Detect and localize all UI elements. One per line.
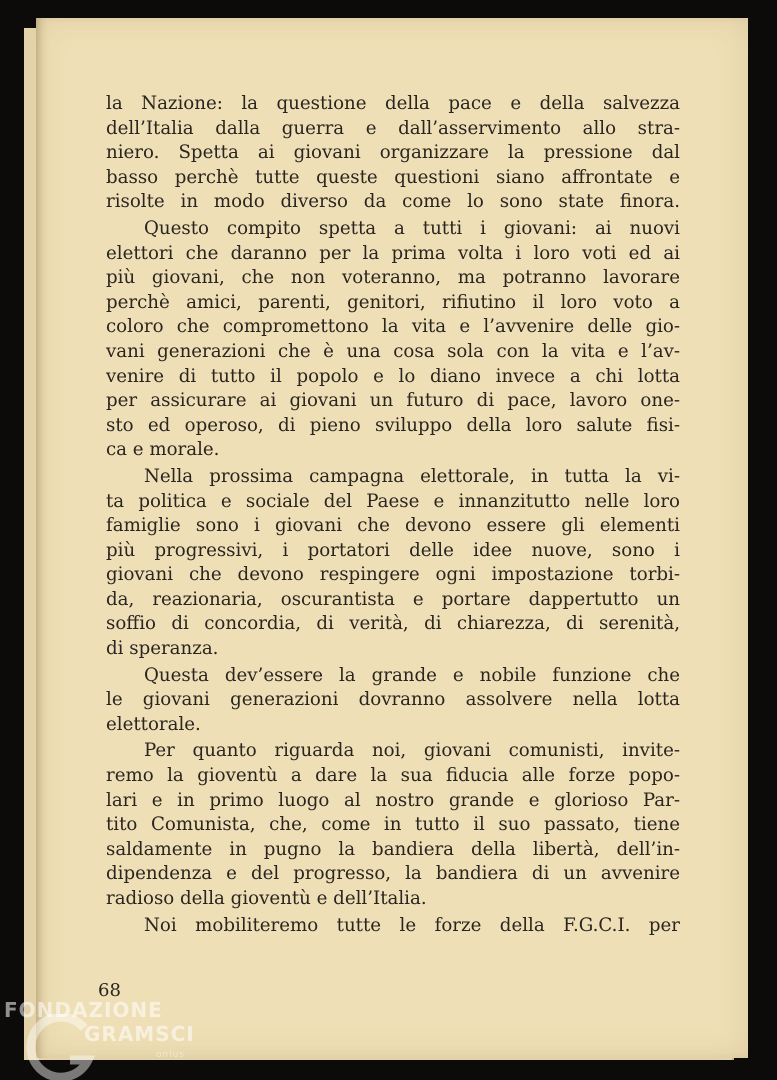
text-line: Questa dev’essere la grande e nobile funzione che [144,664,680,686]
paragraph-4 [106,664,680,738]
text-line: lari e in primo luogo al nostro grande e glorioso Par- [106,789,680,811]
body-text [106,92,680,940]
text-line: remo la gioventù a dare la sua fiducia alle forze popo- [106,765,680,787]
paragraph-3 [106,465,680,662]
watermark-text: GRAMSCI [84,1022,195,1046]
text-line: ca e morale. [106,439,220,461]
text-line: dell’Italia dalla guerra e dall’asservimento allo stra- [106,117,680,139]
text-line: Per quanto riguarda noi, giovani comunisti, invite- [144,740,680,762]
text-line: Questo compito spetta a tutti i giovani: ai nuovi [144,217,680,239]
paragraph-5 [106,739,680,911]
text-line: coloro che compromettono la vita e l’avvenire delle gio- [106,316,680,338]
text-line: più progressivi, i portatori delle idee nuove, sono i [106,539,680,561]
text-line: soffio di concordia, di verità, di chiarezza, di serenità, [106,613,680,635]
text-line: venire di tutto il popolo e lo diano invece a chi lotta [106,365,680,387]
watermark-text: FONDAZIONE [4,998,163,1022]
watermark-text: onlus [156,1050,186,1060]
text-line: Nella prossima campagna elettorale, in tutta la vi- [144,465,680,487]
text-line: di speranza. [106,638,219,660]
text-line: ta politica e sociale del Paese e innanzitutto nelle loro [106,490,680,512]
text-line: tito Comunista, che, come in tutto il suo passato, tiene [106,814,680,836]
paragraph-2 [106,217,680,463]
text-line: risolte in modo diverso da come lo sono state finora. [106,191,680,213]
text-line: vani generazioni che è una cosa sola con la vita e l’av- [106,340,680,362]
text-line: da, reazionaria, oscurantista e portare dappertutto un [106,588,680,610]
text-line: per assicurare ai giovani un futuro di pace, lavoro one- [106,390,680,412]
text-line: sto ed operoso, di pieno sviluppo della loro salute fisi- [106,414,680,436]
text-line: radioso della gioventù e dell’Italia. [106,888,427,909]
text-line: dipendenza e del progresso, la bandiera di un avvenire [106,863,680,885]
text-line: niero. Spetta ai giovani organizzare la pressione dal [106,142,680,164]
text-line: basso perchè tutte queste questioni siano affrontate e [106,166,680,188]
text-line: Noi mobiliteremo tutte le forze della F.G.C.I. per [144,914,680,936]
text-line: elettorale. [106,713,201,735]
text-line: più giovani, che non voteranno, ma potranno lavorare [106,267,680,289]
book-page [36,18,748,1058]
text-line: saldamente in pugno la bandiera della libertà, dell’in- [106,838,680,860]
text-line: perchè amici, parenti, genitori, rifiutino il loro voto a [106,291,680,313]
paragraph-1 [106,92,680,215]
watermark-logo [0,996,200,1080]
text-line: giovani che devono respingere ogni impostazione torbi- [106,564,680,586]
text-line: le giovani generazioni dovranno assolvere nella lotta [106,689,680,711]
text-line: famiglie sono i giovani che devono essere gli elementi [106,515,680,537]
paragraph-6 [106,914,680,939]
text-line: la Nazione: la questione della pace e della salvezza [106,93,680,114]
page-number: 68 [98,980,121,1001]
text-line: elettori che daranno per la prima volta i loro voti ed ai [106,242,680,264]
